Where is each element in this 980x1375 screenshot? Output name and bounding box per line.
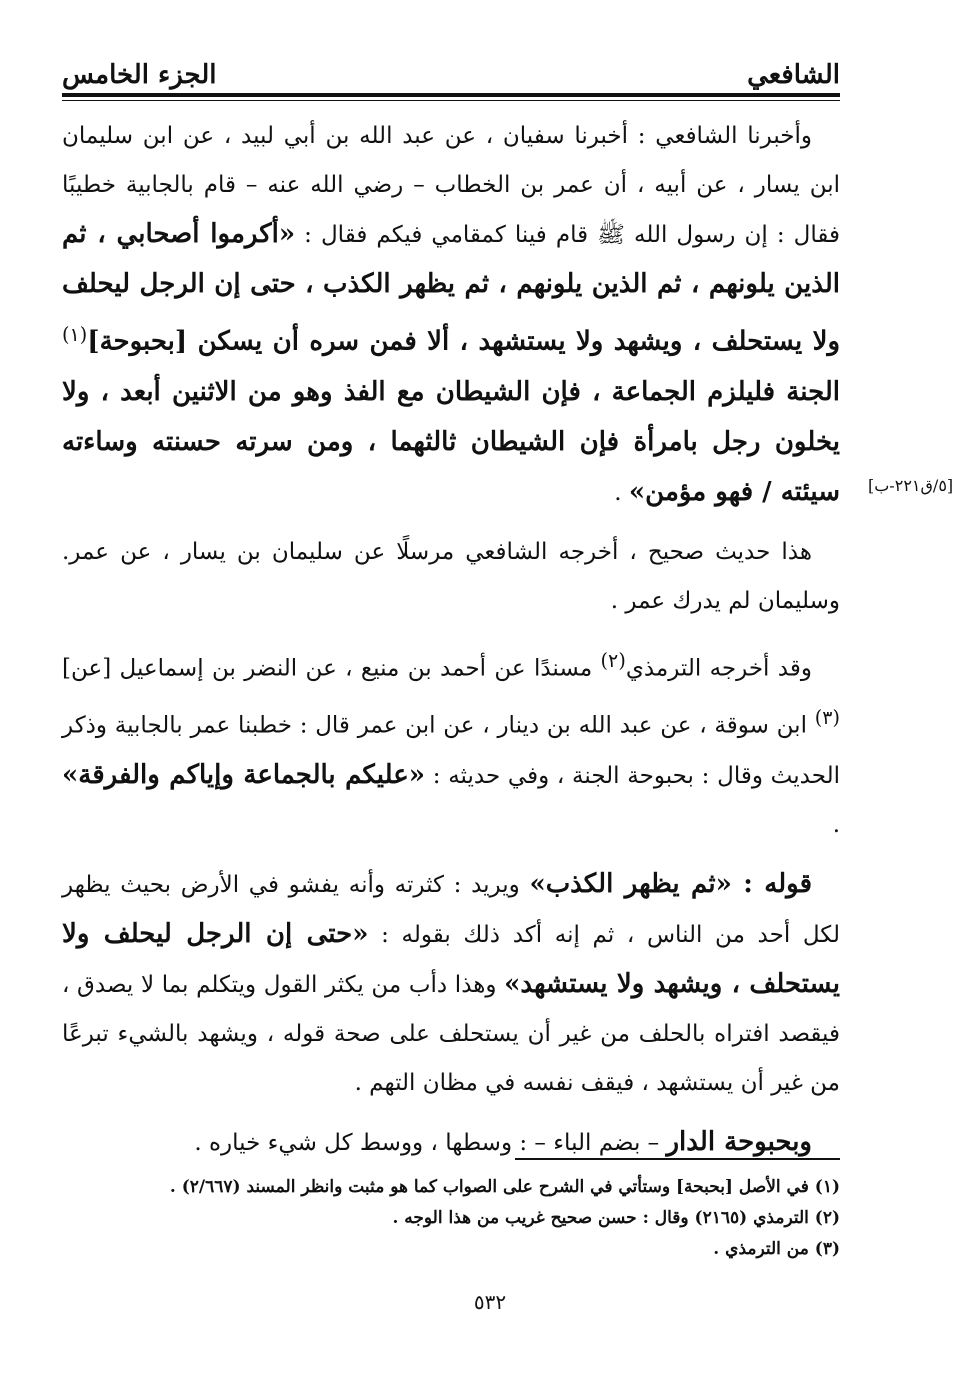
paragraph-definition (62, 1118, 840, 1168)
text-run: وقد أخرجه الترمذي (625, 655, 812, 682)
header-rule-thin (62, 100, 840, 101)
text-run: وأخبرنا الشافعي : أخبرنا سفيان ، عن عبد الله بن أبي لبيد ، عن ابن سليمان ابن يسار ، عن أبيه ، أن عمر بن الخطاب – رضي الله عنه – قام بالجابية خطيبًا فقال : إن رسول الله ﷺ قام فينا كمقامي فيكم فقال : (62, 123, 840, 248)
footnotes (62, 1172, 840, 1265)
book-title: الشافعي (747, 60, 840, 90)
volume-label: الجزء الخامس (62, 60, 217, 90)
footnote-1: (١) في الأصل [بحبحة] وستأتي في الشرح على الصواب كما هو مثبت وانظر المسند (٢/٦٦٧) . (169, 1177, 840, 1197)
text-run: ويريد : كثرته وأنه يفشو في الأرض بحيث يظهر لكل أحد من الناس ، ثم إنه أكد ذلك بقوله : (62, 871, 840, 948)
running-header (62, 40, 840, 90)
text-run: . (614, 479, 629, 506)
defined-term: وبحبوحة الدار (666, 1126, 812, 1157)
paragraph-commentary (62, 860, 840, 1108)
text-run: . (832, 811, 840, 838)
footnote-separator (515, 1158, 840, 1160)
paragraph-grading (62, 528, 840, 626)
footnote-ref-1: (١) (62, 323, 88, 346)
footnote-ref-3: (٣) (814, 706, 840, 730)
hadith-text: الجنة فليلزم الجماعة ، فإن الشيطان مع الفذ وهو من الاثنين أبعد ، ولا يخلون رجل بامرأة فإن الشيطان ثالثهما ، ومن سرته حسنته وساءته سيئته / فهو مؤمن» (62, 376, 840, 507)
text-run: وهذا دأب من يكثر القول ويتكلم بما لا يصدق ، فيقصد افتراه بالحلف من غير أن يستحلف على صحة قوله ، ويشهد بالشيء تبرعًا من غير أن يستشهد ، فيقف نفسه في مظان التهم . (62, 971, 840, 1096)
footnote-3: (٣) من الترمذي . (713, 1239, 840, 1259)
text-run: مسندًا عن أحمد بن منيع ، عن النضر بن إسماعيل [عن] (62, 655, 601, 682)
footnote-ref-2: (٢) (600, 648, 626, 672)
text-run: ابن سوقة ، عن عبد الله بن دينار ، عن ابن عمر قال : خطبنا عمر بالجابية وذكر الحديث وقال : بحبوحة الجنة ، وفي حديثه : (62, 712, 840, 789)
quoted-phrase: «حتى إن الرجل ليحلف ولا يستحلف ، ويشهد ولا يستشهد» (62, 918, 840, 999)
page-number: ٥٣٢ (473, 1290, 507, 1314)
manuscript-folio-note: [٥/ق٢٢١-ب] (868, 476, 954, 495)
text-run: – بضم الباء – : وسطها ، ووسط كل شيء خياره . (194, 1129, 667, 1156)
paragraph-hadith (62, 112, 840, 518)
hadith-text: «عليكم بالجماعة وإياكم والفرقة» (62, 759, 425, 790)
text-run: هذا حديث صحيح ، أخرجه الشافعي مرسلًا عن سليمان بن يسار ، عن عمر. وسليمان لم يدرك عمر . (62, 538, 840, 614)
quoted-phrase: قوله : «ثم يظهر الكذب» (529, 868, 812, 899)
paragraph-tirmidhi (62, 636, 840, 850)
header-rule (62, 93, 840, 97)
footnote-2: (٢) الترمذي (٢١٦٥) وقال : حسن صحيح غريب من هذا الوجه . (392, 1208, 840, 1228)
main-text (62, 112, 840, 1178)
hadith-text: «أكرموا أصحابي ، ثم الذين يلونهم ، ثم الذين يلونهم ، ثم يظهر الكذب ، حتى إن الرجل ليحلف ولا يستحلف ، ويشهد ولا يستشهد ، ألا فمن سره أن يسكن [بحبوحة] (62, 219, 840, 357)
